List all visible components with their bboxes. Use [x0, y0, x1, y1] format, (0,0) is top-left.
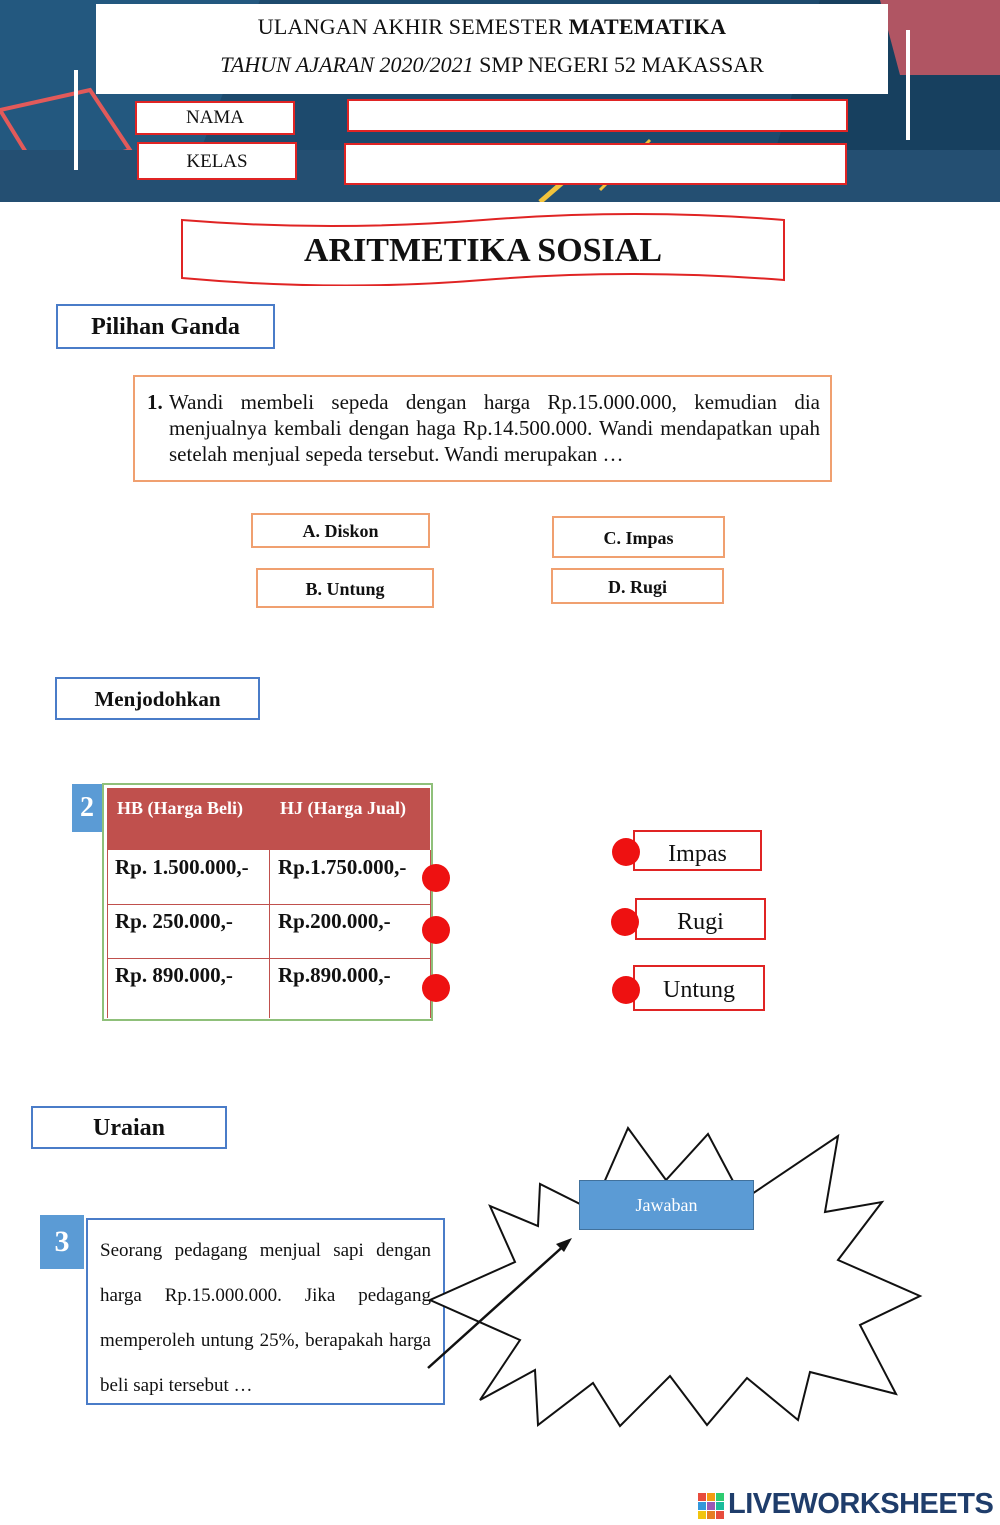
question-1-number: 1. — [147, 390, 163, 414]
table-cell-hj-2: Rp.200.000,- — [278, 909, 391, 933]
question-2-number: 2 — [72, 784, 102, 832]
table-row-line — [107, 904, 430, 905]
match-dot-right-1[interactable] — [612, 838, 640, 866]
matching-table — [102, 783, 433, 1021]
table-cell-hb-2: Rp. 250.000,- — [115, 909, 233, 933]
table-divider — [269, 850, 270, 1018]
match-dot-left-2[interactable] — [422, 916, 450, 944]
header-hj: HJ (Harga Jual) — [280, 798, 406, 818]
answer-input-button[interactable]: Jawaban — [579, 1180, 754, 1230]
liveworksheets-icon — [698, 1493, 724, 1519]
liveworksheets-brand: LIVEWORKSHEETS — [728, 1488, 994, 1520]
exam-title: ULANGAN AKHIR SEMESTER MATEMATIKA — [257, 14, 727, 39]
table-cell-hj-3: Rp.890.000,- — [278, 963, 391, 987]
name-input[interactable] — [347, 99, 848, 132]
answer-starburst — [420, 1120, 930, 1440]
match-dot-left-1[interactable] — [422, 864, 450, 892]
academic-year: TAHUN AJARAN 2020/2021 — [220, 52, 474, 77]
question-3-number: 3 — [40, 1215, 84, 1269]
option-c-button[interactable]: C. Impas — [552, 516, 725, 558]
school-year-line — [96, 52, 888, 78]
table-cell-hj-1: Rp.1.750.000,- — [278, 855, 407, 879]
liveworksheets-logo — [698, 1488, 998, 1522]
option-b-button[interactable]: B. Untung — [256, 568, 434, 608]
name-label: NAMA — [135, 101, 295, 135]
table-border-left — [107, 850, 108, 1018]
match-dot-right-3[interactable] — [612, 976, 640, 1004]
match-dot-left-3[interactable] — [422, 974, 450, 1002]
topic-title-banner — [180, 212, 786, 286]
match-dot-right-2[interactable] — [611, 908, 639, 936]
table-row-line — [107, 958, 430, 959]
table-cell-hb-3: Rp. 890.000,- — [115, 963, 233, 987]
section-label-uraian: Uraian — [31, 1106, 227, 1149]
question-1-box — [133, 375, 832, 482]
answer-impas: Impas — [633, 830, 762, 871]
answer-untung: Untung — [633, 965, 765, 1011]
section-label-pilihan-ganda: Pilihan Ganda — [56, 304, 275, 349]
section-label-menjodohkan: Menjodohkan — [55, 677, 260, 720]
table-header — [107, 788, 430, 850]
question-3-text: Seorang pedagang menjual sapi dengan harga Rp.15.000.000. Jika pedagang memperoleh untung 25%, berapakah harga beli sapi tersebut … — [100, 1240, 431, 1396]
school-name: SMP NEGERI 52 MAKASSAR — [473, 52, 764, 77]
header-hb: HB (Harga Beli) — [117, 798, 243, 818]
answer-rugi: Rugi — [635, 898, 766, 940]
option-a-button[interactable]: A. Diskon — [251, 513, 430, 548]
starburst-shape — [430, 1128, 920, 1426]
class-input[interactable] — [344, 143, 847, 185]
class-label: KELAS — [137, 142, 297, 180]
exam-subject: MATEMATIKA — [568, 14, 727, 39]
option-d-button[interactable]: D. Rugi — [551, 568, 724, 604]
header-banner — [0, 0, 1000, 202]
table-cell-hb-1: Rp. 1.500.000,- — [115, 855, 249, 879]
question-3-box — [86, 1218, 445, 1405]
title-box — [96, 4, 888, 94]
topic-title: ARITMETIKA SOSIAL — [303, 232, 663, 269]
question-1-text: Wandi membeli sepeda dengan harga Rp.15.000.000, kemudian dia menjualnya kembali dengan haga Rp.14.500.000. Wandi mendapatkan upah setelah menjual sepeda tersebut. Wandi merupakan … — [169, 390, 820, 466]
